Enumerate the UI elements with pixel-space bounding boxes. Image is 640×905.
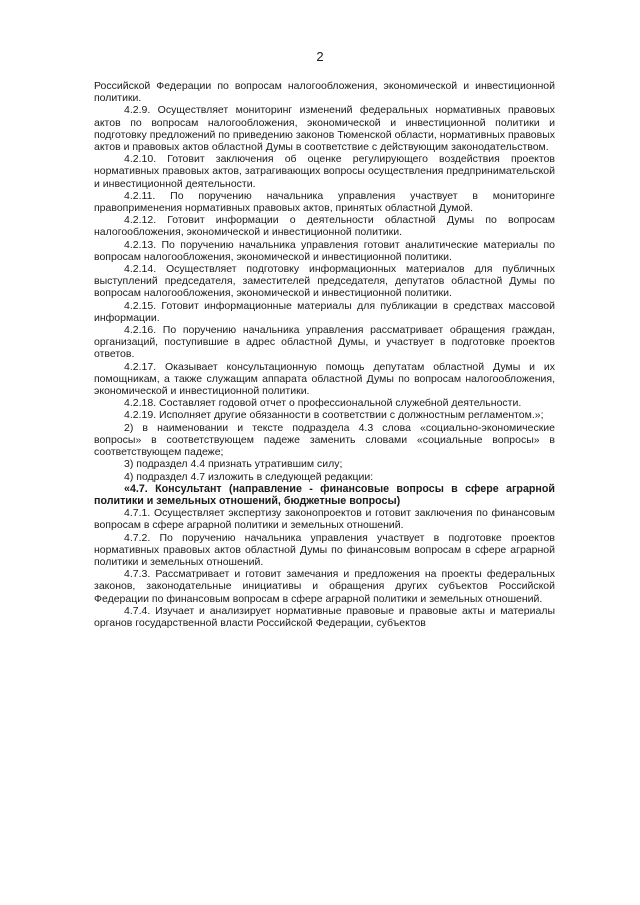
paragraph: 4.7.1. Осуществляет экспертизу законопроектов и готовит заключения по финансовым вопросам в сфере аграрной политики и земельных отношений.: [94, 507, 555, 532]
paragraph: 4.2.10. Готовит заключения об оценке регулирующего воздействия проектов нормативных правовых актов, затрагивающих вопросы осуществления предпринимательской и инвестиционной деятельности.: [94, 153, 555, 190]
paragraph: 4.2.14. Осуществляет подготовку информационных материалов для публичных выступлений председателя, заместителей председателя, депутатов областной Думы по вопросам налогообложения, экономической и инвестиционной политики.: [94, 263, 555, 300]
paragraph: 4.2.12. Готовит информации о деятельности областной Думы по вопросам налогообложения, экономической и инвестиционной политики.: [94, 214, 555, 239]
paragraph: 2) в наименовании и тексте подраздела 4.3 слова «социально-экономические вопросы» в соответствующем падеже заменить словами «социальные вопросы» в соответствующем падеже;: [94, 421, 555, 459]
paragraph: 4.2.18. Составляет годовой отчет о профессиональной служебной деятельности.: [124, 397, 522, 410]
paragraph: 4.2.16. По поручению начальника управления рассматривает обращения граждан, организаций, поступившие в адрес областной Думы, и участвует в подготовке проектов ответов.: [94, 324, 555, 361]
paragraph: 4.2.15. Готовит информационные материалы для публикации в средствах массовой информации.: [94, 299, 555, 324]
paragraph: 4.2.17. Оказывает консультационную помощь депутатам областной Думы и их помощникам, а также служащим аппарата областной Думы по вопросам налогообложения, экономической и инвестиционной политики.: [94, 360, 555, 398]
section-heading: «4.7. Консультант (направление - финансовые вопросы в сфере аграрной политики и земельных отношений, бюджетные вопросы): [94, 482, 555, 507]
paragraph: 4.7.3. Рассматривает и готовит замечания и предложения на проекты федеральных законов, законодательные инициативы и обращения других субъектов Российской Федерации по финансовым вопросам в сфере аграрной политики и земельных отношений.: [94, 568, 555, 605]
paragraph: 4.2.11. По поручению начальника управления участвует в мониторинге правоприменения нормативных правовых актов, принятых областной Думой.: [94, 189, 555, 215]
paragraph: 4.7.4. Изучает и анализирует нормативные правовые и правовые акты и материалы органов государственной власти Российской Федерации, субъектов: [94, 604, 555, 629]
paragraph: 4.2.9. Осуществляет мониторинг изменений федеральных нормативных правовых актов по вопросам налогообложения, экономической и инвестиционной политики и подготовку предложений по приведению законов Тюменской области, нормативных правовых актов и правовых актов областной Думы в соответствие с действующим законодательством.: [94, 104, 555, 154]
paragraph: 4) подраздел 4.7 изложить в следующей редакции:: [124, 470, 374, 483]
page-number: 2: [316, 49, 324, 64]
document-body: [94, 80, 555, 629]
paragraph: 4.2.13. По поручению начальника управления готовит аналитические материалы по вопросам налогообложения, экономической и инвестиционной политики.: [94, 238, 555, 263]
paragraph: 3) подраздел 4.4 признать утратившим силу;: [124, 458, 343, 471]
paragraph: 4.2.19. Исполняет другие обязанности в соответствии с должностным регламентом.»;: [124, 409, 544, 422]
paragraph: 4.7.2. По поручению начальника управления участвует в подготовке проектов нормативных правовых актов областной Думы по финансовым вопросам в сфере аграрной политики и земельных отношений.: [94, 531, 555, 568]
paragraph: Российской Федерации по вопросам налогообложения, экономической и инвестиционной политики.: [94, 80, 555, 105]
